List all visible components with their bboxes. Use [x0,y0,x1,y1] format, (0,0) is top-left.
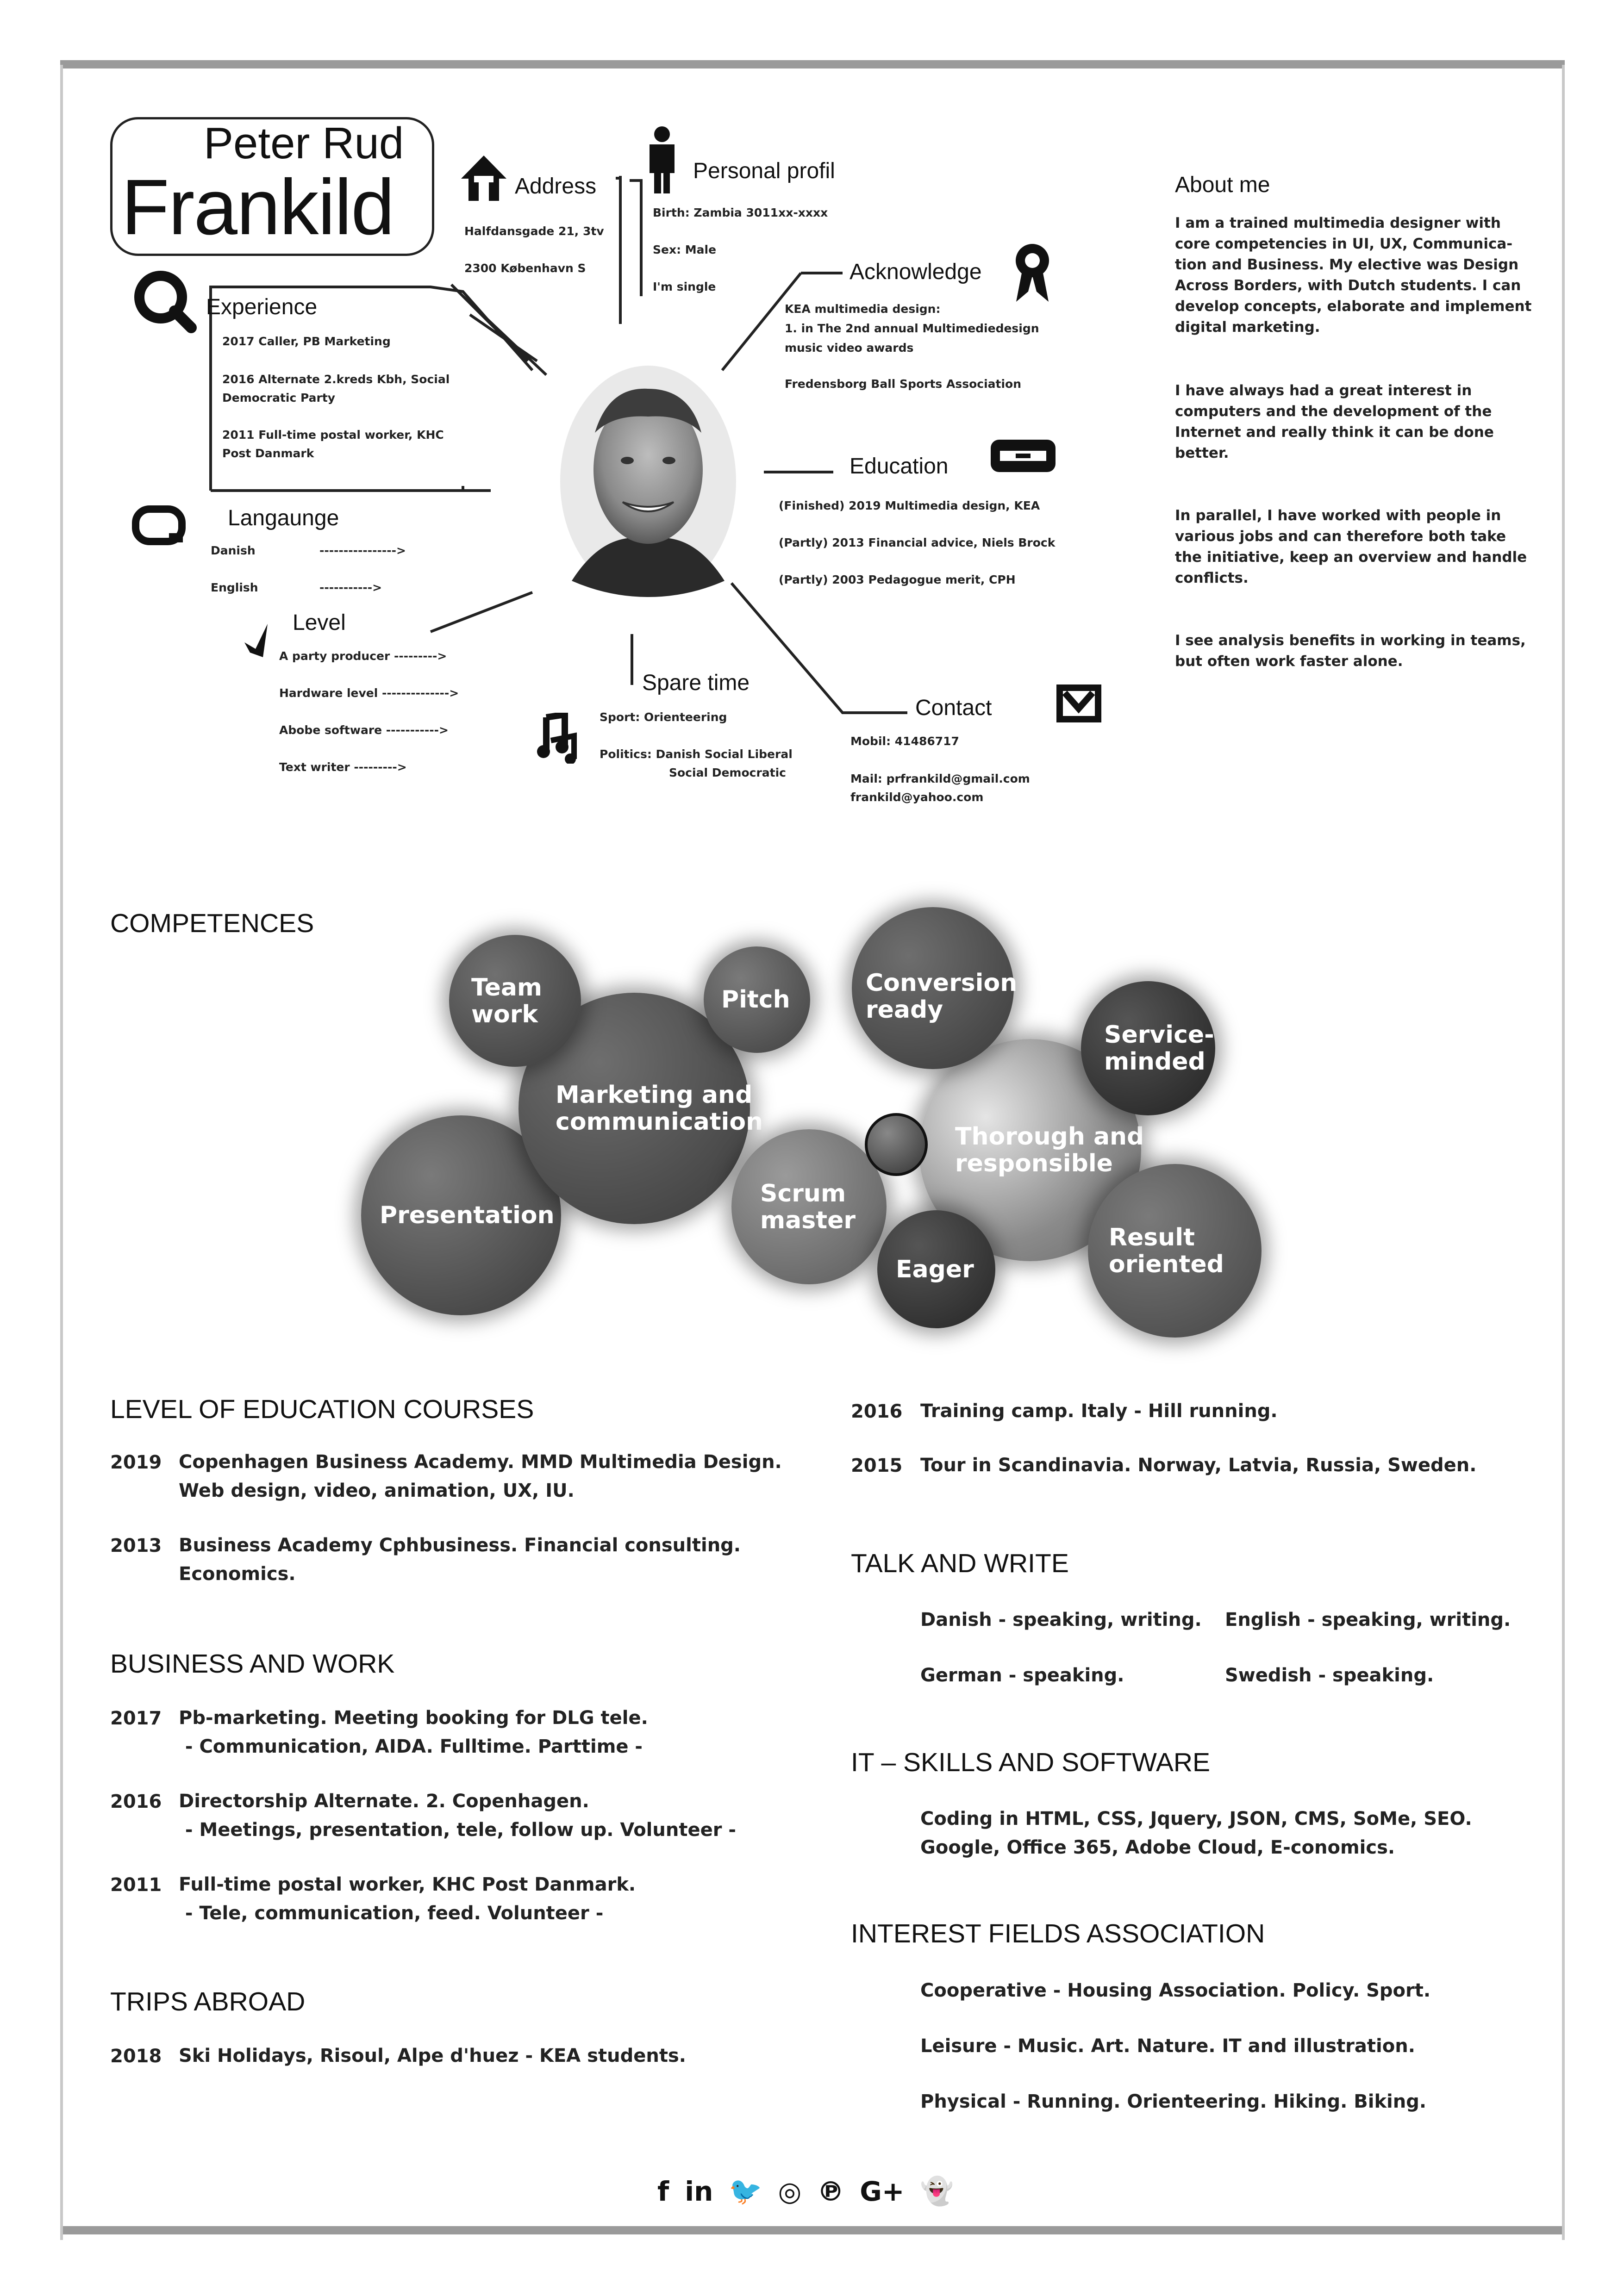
bubble-presentation: Presentation [361,1115,561,1315]
language-name: English [211,581,258,594]
snapchat-icon[interactable]: 👻 [920,2175,954,2207]
experience-item: 2016 Alternate 2.kreds Kbh, Social Democratic Party [222,373,450,404]
google-plus-icon[interactable]: G+ [860,2175,905,2207]
acknowledge-line: 1. in The 2nd annual Multimediedesign [785,322,1039,335]
spare-title: Spare time [642,671,750,695]
spare-politics: Politics: Danish Social Liberal [600,747,793,761]
bubble-team-work: Team work [449,935,581,1067]
education-section-title: LEVEL OF EDUCATION COURSES [110,1394,534,1424]
business-title: BUSINESS AND WORK [110,1649,395,1679]
interest-item: Leisure - Music. Art. Nature. IT and illustration. [920,2035,1415,2057]
education-item: (Finished) 2019 Multimedia design, KEA [779,499,1040,512]
competences-title: COMPETENCES [110,908,314,938]
bottom-border [60,2226,1565,2234]
bubble-eager: Eager [877,1210,995,1328]
acknowledge-line: KEA multimedia design: [785,302,941,316]
twitter-icon[interactable]: 🐦 [729,2175,762,2207]
education-text: Copenhagen Business Academy. MMD Multimedia Design. Web design, video, animation, UX, IU. [179,1451,782,1501]
education-text: Business Academy Cphbusiness. Financial consulting. Economics. [179,1535,741,1585]
trips-text: Ski Holidays, Risoul, Alpe d'huez - KEA students. [179,2045,686,2066]
spare-politics: Social Democratic [669,766,787,779]
level-title: Level [293,610,346,635]
checkmark-icon [241,620,273,662]
talk-item: Danish - speaking, writing. [920,1609,1202,1630]
social-icons [657,2175,954,2207]
course-year: 2015 [851,1455,903,1476]
music-notes-icon [537,713,579,764]
course-text: Training camp. Italy - Hill running. [920,1400,1278,1422]
interest-item: Physical - Running. Orienteering. Hiking. Biking. [920,2091,1427,2112]
business-text: Directorship Alternate. 2. Copenhagen. - Meetings, presentation, tele, follow up. Volunteer - [179,1791,736,1841]
acknowledge-line: music video awards [785,341,914,355]
business-text: Pb-marketing. Meeting booking for DLG tele. - Communication, AIDA. Fulltime. Parttime - [179,1707,648,1757]
bubble-pitch: Pitch [704,946,810,1053]
about-paragraph: I see analysis benefits in working in teams, but often work faster alone. [1175,632,1526,670]
about-title: About me [1175,173,1270,197]
contact-mobil: Mobil: 41486717 [850,734,959,748]
about-paragraph: In parallel, I have worked with people in various jobs and can therefore both take the initiative, keep an overview and handle conflicts. [1175,507,1527,586]
first-name: Peter Rud [204,118,404,168]
about-paragraph: I have always had a great interest in computers and the development of the Internet and really think it can be done better. [1175,382,1494,461]
trips-title: TRIPS ABROAD [110,1987,306,2016]
profile-birth: Birth: Zambia 3011xx-xxxx [653,206,828,219]
person-icon [646,125,678,194]
linkedin-icon[interactable]: in [685,2175,713,2207]
language-bar: -----------> [319,581,382,594]
business-year: 2011 [110,1874,162,1896]
contact-mail[interactable]: frankild@yahoo.com [850,790,984,804]
bubble-marketing: Marketing and communication [518,993,750,1224]
experience-item: 2011 Full-time postal worker, KHC Post Danmark [222,428,444,460]
course-text: Tour in Scandinavia. Norway, Latvia, Russia, Sweden. [920,1455,1477,1476]
house-icon [458,153,509,204]
course-year: 2016 [851,1401,903,1422]
bubble-dot [865,1113,928,1176]
address-title: Address [515,174,597,199]
education-year: 2019 [110,1452,162,1473]
talk-title: TALK AND WRITE [851,1549,1069,1578]
talk-item: German - speaking. [920,1665,1124,1686]
magnifier-icon [132,268,197,333]
interest-item: Cooperative - Housing Association. Policy. Sport. [920,1980,1431,2001]
bubble-thorough: Thorough and responsible [919,1039,1141,1261]
talk-item: English - speaking, writing. [1225,1609,1511,1630]
last-name: Frankild [121,163,394,251]
bubble-result-oriented: Result oriented [1088,1164,1262,1338]
facebook-icon[interactable]: f [657,2175,669,2207]
acknowledge-line: Fredensborg Ball Sports Association [785,377,1022,391]
level-item: Text writer ---------> [279,760,407,774]
pinterest-icon[interactable]: ℗ [817,2175,844,2207]
education-year: 2013 [110,1535,162,1556]
trips-year: 2018 [110,2046,162,2067]
education-item: (Partly) 2003 Pedagogue merit, CPH [779,573,1016,586]
it-title: IT – SKILLS AND SOFTWARE [851,1748,1211,1777]
business-text: Full-time postal worker, KHC Post Danmark. - Tele, communication, feed. Volunteer - [179,1874,636,1924]
contact-mail[interactable]: Mail: prfrankild@gmail.com [850,772,1030,785]
language-title: Langaunge [228,506,339,530]
level-item: Hardware level --------------> [279,686,459,700]
profile-photo [558,363,738,599]
speech-bubble-icon [132,505,187,547]
acknowledge-title: Acknowledge [849,260,982,284]
bubble-service-minded: Service- minded [1081,981,1215,1115]
level-item: Abobe software -----------> [279,723,449,737]
experience-title: Experience [206,295,318,319]
address-line: 2300 København S [464,261,586,275]
level-item: A party producer ---------> [279,649,447,663]
address-line: Halfdansgade 21, 3tv [464,224,604,238]
bubble-scrum-master: Scrum master [731,1129,887,1284]
experience-item: 2017 Caller, PB Marketing [222,335,391,348]
award-ribbon-icon [1012,240,1053,305]
education-item: (Partly) 2013 Financial advice, Niels Brock [779,536,1056,549]
cap-icon [986,435,1060,477]
it-text: Coding in HTML, CSS, Jquery, JSON, CMS, SoMe, SEO. Google, Office 365, Adobe Cloud, E-conomics. [920,1808,1472,1858]
spare-sport: Sport: Orienteering [600,710,727,724]
talk-item: Swedish - speaking. [1225,1665,1434,1686]
bubble-conversion: Conversion ready [852,907,1014,1069]
education-title: Education [849,454,949,479]
profile-title: Personal profil [693,159,835,183]
language-name: Danish [211,544,256,557]
contact-title: Contact [915,696,992,720]
mail-icon[interactable] [1055,683,1103,724]
language-bar: ----------------> [319,544,406,557]
profile-status: I'm single [653,280,716,293]
profile-sex: Sex: Male [653,243,717,256]
business-year: 2017 [110,1708,162,1729]
interest-title: INTEREST FIELDS ASSOCIATION [851,1919,1265,1948]
business-year: 2016 [110,1791,162,1812]
about-paragraph: I am a trained multimedia designer with core competencies in UI, UX, Communica-tion and Business. My elective was Design Across Borders, with Dutch students. I can develop concepts, elaborate and implement digital marketing. [1175,215,1532,336]
instagram-icon[interactable]: ◎ [778,2175,802,2207]
